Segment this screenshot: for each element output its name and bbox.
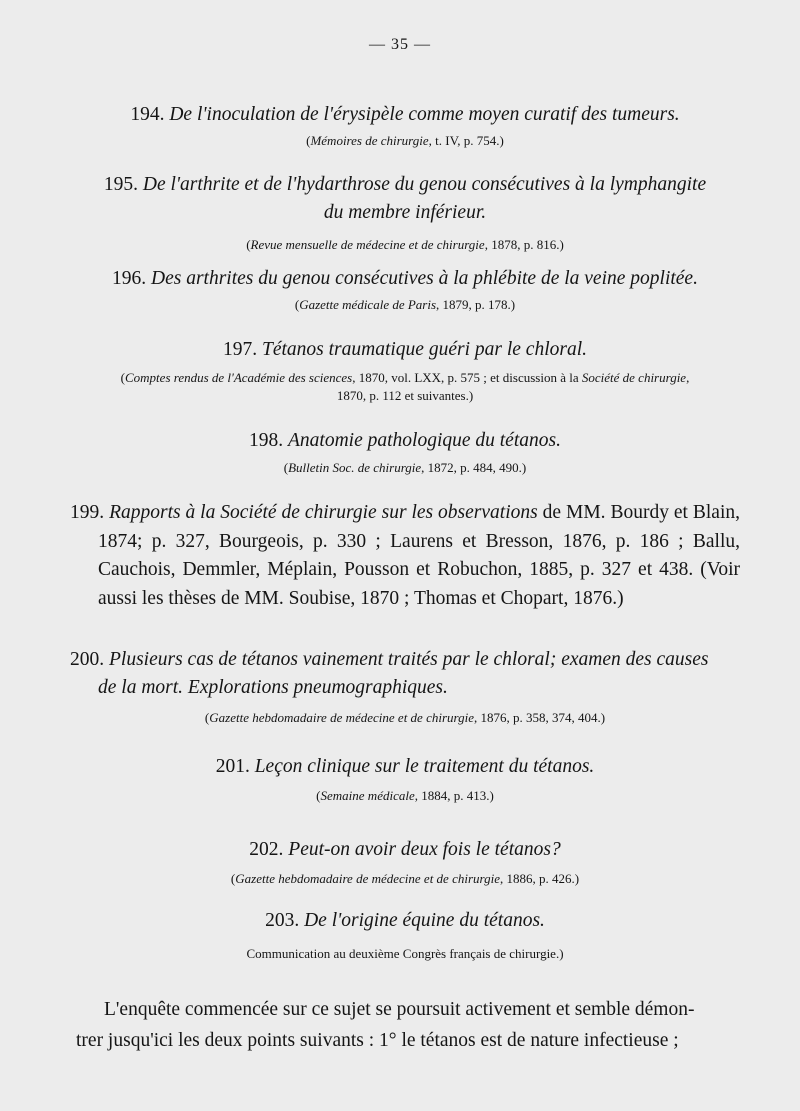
entry-title — [70, 427, 740, 455]
entry-reference — [70, 369, 740, 405]
ref-details: , 1879, p. 178.) — [436, 297, 516, 312]
entry-body-text: de MM. Bourdy et Blain, 1874; p. 327, Bourgeois, p. 330 ; Laurens et Bresson, 1876, p. 186 ; Ballu, Cauchois, Demmler, Méplain, Pousson et Robuchon, 1885, p. 327 et 438. (Voir aussi les thèses de MM. Soubise, 1870 ; Thomas et Chopart, 1876.) — [98, 502, 741, 609]
ref-details: , t. IV, p. 754.) — [428, 133, 504, 148]
entry-title — [70, 753, 740, 781]
ref-text: Communication au deuxième Congrès français de chirurgie.) — [246, 946, 564, 961]
ref-source: Comptes rendus de l'Académie des sciences — [125, 370, 353, 385]
entry-title — [70, 646, 740, 674]
entry-title-continued — [70, 199, 740, 227]
ref-source: Mémoires de chirurgie — [310, 133, 429, 148]
ref-details: , 1878, p. 816.) — [484, 237, 564, 252]
ref-source: Semaine médicale — [320, 788, 415, 803]
entry-reference — [70, 945, 740, 963]
ref-source: Revue mensuelle de médecine et de chirurgie — [250, 237, 485, 252]
entry-number: 194. — [130, 104, 165, 125]
entry-title-text: De l'origine équine du tétanos. — [304, 910, 545, 931]
entry-number: 201. — [215, 756, 250, 777]
ref-details: , 1870, vol. LXX, p. 575 ; et discussion à la — [352, 370, 582, 385]
ref-details-line2: 1870, p. 112 et suivantes.) — [336, 388, 474, 403]
bibliography-entry-203 — [70, 907, 740, 963]
ref-details-end: , — [686, 370, 690, 385]
entry-number: 196. — [112, 268, 147, 289]
entry-title — [70, 101, 740, 129]
page-number: — 35 — — [369, 36, 431, 53]
entry-number: 203. — [265, 910, 300, 931]
entry-title-continued — [70, 674, 740, 702]
entry-title-text: Des arthrites du genou consécutives à la phlébite de la veine poplitée. — [151, 268, 698, 289]
bibliography-entry-199 — [70, 499, 740, 613]
conclusion-paragraph — [76, 994, 746, 1056]
bibliography-entry-194 — [70, 101, 740, 150]
entry-title-text: Peut-on avoir deux fois le tétanos? — [288, 839, 561, 860]
entry-title — [70, 836, 740, 864]
entry-reference — [70, 236, 740, 254]
entry-title-text-2: du membre inférieur. — [323, 202, 487, 223]
bibliography-entry-196 — [70, 265, 740, 314]
entry-title-text: Tétanos traumatique guéri par le chloral. — [262, 339, 587, 360]
ref-details: , 1876, p. 358, 374, 404.) — [473, 710, 606, 725]
entry-title-text: De l'arthrite et de l'hydarthrose du genou consécutives à la lymphangite — [142, 174, 707, 195]
ref-prefix: ( — [316, 788, 321, 803]
entry-reference — [70, 709, 740, 727]
entry-reference — [70, 459, 740, 477]
bibliography-entry-202 — [70, 836, 740, 888]
conclusion-line-1: L'enquête commencée sur ce sujet se poursuit activement et semble démon- — [104, 999, 695, 1020]
ref-source: Gazette hebdomadaire de médecine et de chirurgie — [235, 871, 500, 886]
entry-title-text: Anatomie pathologique du tétanos. — [288, 430, 561, 451]
ref-details: , 1872, p. 484, 490.) — [421, 460, 527, 475]
bibliography-entry-197 — [70, 336, 740, 405]
entry-title-text: Leçon clinique sur le traitement du tétanos. — [254, 756, 595, 777]
ref-prefix: ( — [204, 710, 210, 725]
bibliography-entry-200 — [70, 646, 740, 727]
ref-details: , 1886, p. 426.) — [499, 871, 580, 886]
bibliography-entry-198 — [70, 427, 740, 477]
entry-title — [70, 171, 740, 199]
entry-number: 202. — [249, 839, 284, 860]
ref-prefix: ( — [306, 133, 311, 148]
entry-title-text: Rapports à la Société de chirurgie sur les observations — [109, 502, 538, 523]
ref-source: Gazette médicale de Paris — [299, 297, 437, 312]
bibliography-entry-195 — [70, 171, 740, 254]
entry-title — [70, 265, 740, 293]
ref-prefix: ( — [230, 871, 236, 886]
ref-source: Gazette hebdomadaire de médecine et de chirurgie — [209, 710, 474, 725]
entry-title — [70, 907, 740, 935]
entry-number: 198. — [249, 430, 284, 451]
bibliography-entry-201 — [70, 753, 740, 805]
entry-reference — [70, 870, 740, 888]
ref-prefix: ( — [120, 370, 125, 385]
ref-prefix: ( — [246, 237, 251, 252]
entry-body — [70, 499, 740, 613]
entry-reference — [70, 296, 740, 314]
ref-details: , 1884, p. 413.) — [414, 788, 494, 803]
entry-reference — [70, 787, 740, 805]
entry-number: 197. — [223, 339, 258, 360]
entry-number: 199. — [70, 502, 105, 523]
entry-reference — [70, 132, 740, 150]
entry-title — [70, 336, 740, 364]
ref-prefix: ( — [283, 460, 289, 475]
conclusion-line-2: trer jusqu'ici les deux points suivants : 1° le tétanos est de nature infectieuse ; — [76, 1030, 679, 1051]
ref-prefix: ( — [294, 297, 300, 312]
entry-number: 200. — [70, 649, 105, 670]
ref-source: Bulletin Soc. de chirurgie — [288, 460, 422, 475]
entry-title-text-2: de la mort. Explorations pneumographiques. — [98, 677, 448, 698]
entry-number: 195. — [103, 174, 138, 195]
ref-source-2: Société de chirurgie — [581, 370, 687, 385]
entry-title-text: De l'inoculation de l'érysipèle comme moyen curatif des tumeurs. — [169, 104, 680, 125]
entry-title-text: Plusieurs cas de tétanos vainement traités par le chloral; examen des causes — [109, 649, 709, 670]
